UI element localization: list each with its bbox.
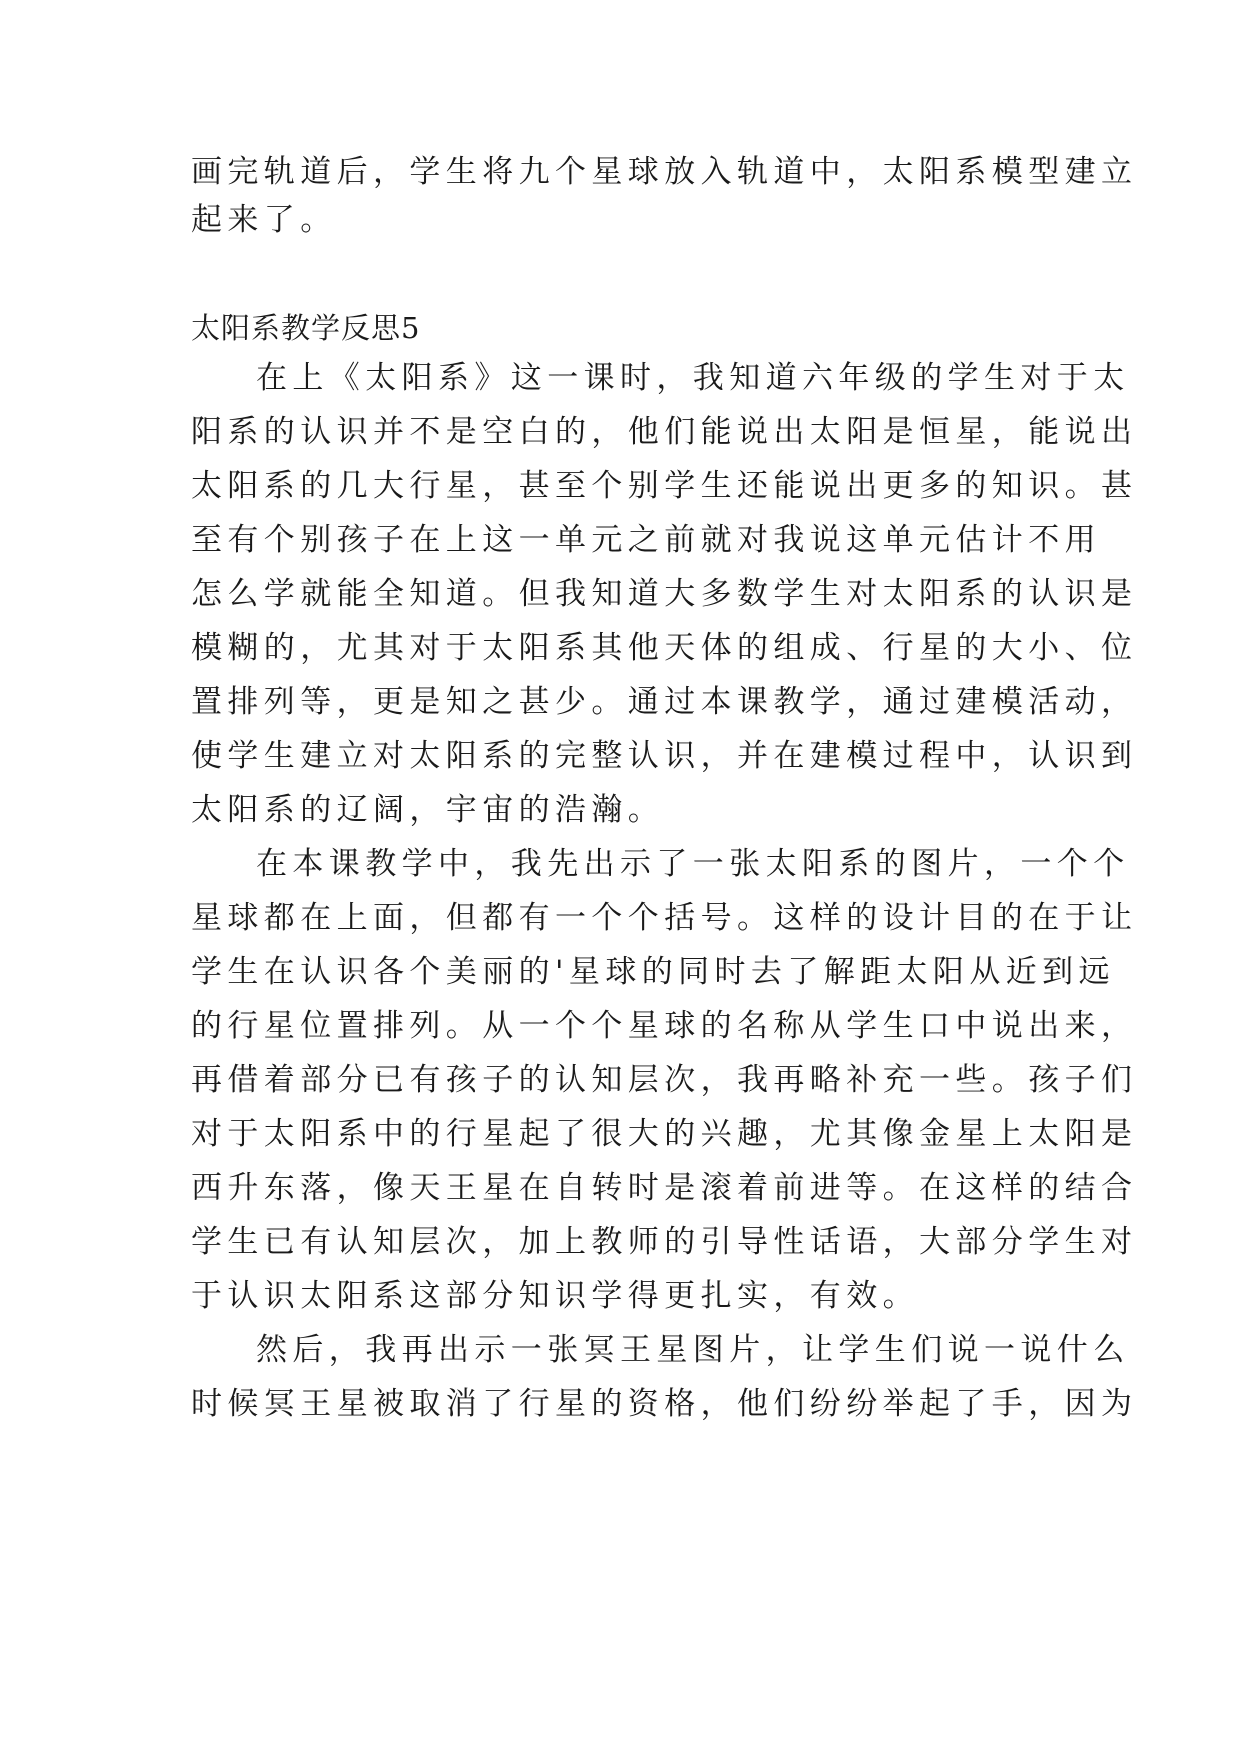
paragraph-2-line-1: 在本课教学中，我先出示了一张太阳系的图片，一个个 [256, 846, 1130, 882]
paragraph-1-line-4: 至有个别孩子在上这一单元之前就对我说这单元估计不用 [191, 522, 1101, 558]
paragraph-2-line-5: 再借着部分已有孩子的认知层次，我再略补充一些。孩子们 [191, 1062, 1138, 1098]
paragraph-2-line-7: 西升东落，像天王星在自转时是滚着前进等。在这样的结合 [191, 1170, 1138, 1206]
paragraph-1-line-2: 阳系的认识并不是空白的，他们能说出太阳是恒星，能说出 [191, 414, 1138, 450]
paragraph-2-line-4: 的行星位置排列。从一个个星球的名称从学生口中说出来， [191, 1008, 1138, 1044]
paragraph-1-line-1: 在上《太阳系》这一课时，我知道六年级的学生对于太 [256, 360, 1130, 396]
paragraph-1-line-3: 太阳系的几大行星，甚至个别学生还能说出更多的知识。甚 [191, 468, 1138, 504]
paragraph-2-line-9: 于认识太阳系这部分知识学得更扎实，有效。 [191, 1278, 919, 1314]
paragraph-2-line-8: 学生已有认知层次，加上教师的引导性话语，大部分学生对 [191, 1224, 1138, 1260]
intro-line-1: 画完轨道后，学生将九个星球放入轨道中，太阳系模型建立 [191, 154, 1138, 190]
paragraph-1-line-9: 太阳系的辽阔，宇宙的浩瀚。 [191, 792, 665, 828]
paragraph-1-line-7: 置排列等，更是知之甚少。通过本课教学，通过建模活动， [191, 684, 1138, 720]
paragraph-3-line-2: 时候冥王星被取消了行星的资格，他们纷纷举起了手，因为 [191, 1386, 1138, 1422]
section-title: 太阳系教学反思5 [191, 311, 421, 345]
paragraph-2-line-2: 星球都在上面，但都有一个个括号。这样的设计目的在于让 [191, 900, 1138, 936]
paragraph-1-line-8: 使学生建立对太阳系的完整认识，并在建模过程中，认识到 [191, 738, 1138, 774]
paragraph-2-line-6: 对于太阳系中的行星起了很大的兴趣，尤其像金星上太阳是 [191, 1116, 1138, 1152]
intro-line-2: 起来了。 [191, 202, 337, 238]
paragraph-1-line-6: 模糊的，尤其对于太阳系其他天体的组成、行星的大小、位 [191, 630, 1138, 666]
paragraph-3-line-1: 然后，我再出示一张冥王星图片，让学生们说一说什么 [256, 1332, 1130, 1368]
paragraph-1-line-5: 怎么学就能全知道。但我知道大多数学生对太阳系的认识是 [191, 576, 1138, 612]
paragraph-2-line-3: 学生在认识各个美丽的'星球的同时去了解距太阳从近到远 [191, 954, 1115, 990]
